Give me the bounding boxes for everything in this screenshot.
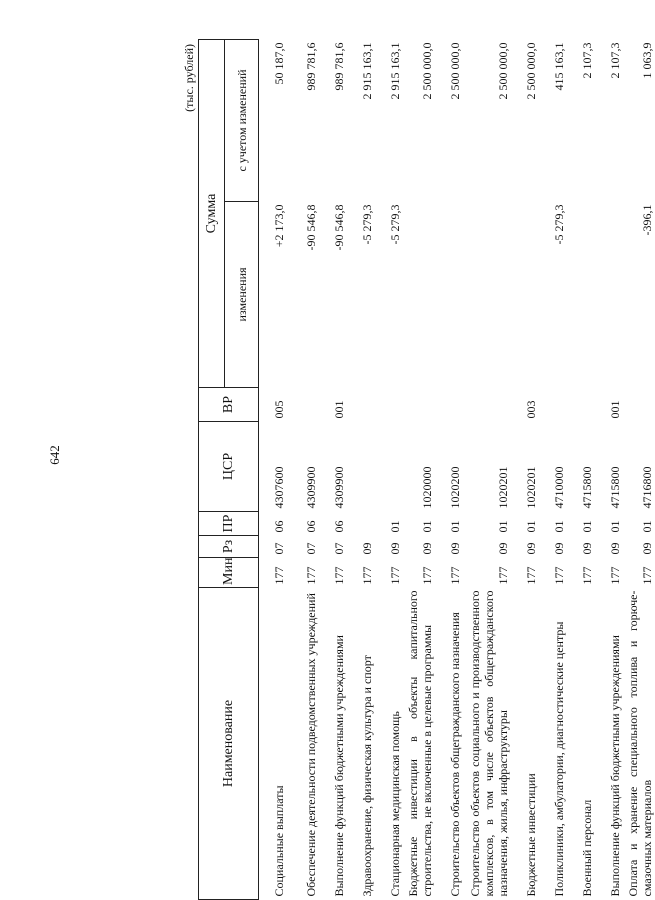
row-vr: 001 — [331, 400, 346, 419]
header-pr: ПР — [199, 512, 259, 536]
row-csr: 4716800 — [639, 466, 654, 509]
page-number: 642 — [47, 445, 62, 465]
row-change — [463, 202, 511, 388]
row-csr: 4710000 — [551, 466, 566, 509]
row-csr: 4715800 — [607, 466, 622, 509]
row-rz: 09 — [639, 542, 654, 555]
row-change: -5 279,3 — [359, 204, 374, 245]
row-total: 2 915 163,1 — [387, 42, 402, 100]
row-vr — [375, 388, 403, 422]
header-csr: ЦСР — [199, 422, 259, 512]
row-rz: 07 — [331, 542, 346, 555]
row-rz: 07 — [271, 542, 286, 555]
row-name: Выполнение функций бюджетными учреждениями — [331, 635, 346, 897]
row-name: Бюджетные инвестиции в объекты капитального строительства, не включенные в целевые программы — [405, 590, 434, 897]
units-label: (тыс. рублей) — [182, 44, 196, 112]
row-vr — [567, 388, 595, 422]
header-with-change: с учетом изменений — [225, 40, 259, 202]
row-name: Стационарная медицинская помощь — [387, 711, 402, 897]
header-vr: ВР — [199, 388, 259, 422]
table-row — [567, 40, 595, 900]
row-total: 2 500 000,0 — [447, 42, 462, 100]
row-vr: 003 — [523, 400, 538, 419]
row-change — [595, 202, 623, 388]
row-pr: 01 — [387, 520, 402, 533]
row-total: 415 163,1 — [551, 42, 566, 91]
row-pr: 01 — [523, 520, 538, 533]
row-name: Оплата и хранение специального топлива и горюче-смазочных материалов — [625, 590, 654, 897]
row-vr — [463, 388, 511, 422]
row-rz: 09 — [523, 542, 538, 555]
table-row — [539, 40, 567, 900]
row-name: Выполнение функций бюджетными учреждениями — [607, 635, 622, 897]
row-change: -90 546,8 — [303, 204, 318, 251]
row-total: 2 107,3 — [579, 42, 594, 79]
row-pr: 06 — [331, 520, 346, 533]
row-rz: 09 — [579, 542, 594, 555]
row-min: 177 — [271, 566, 286, 585]
row-name: Здравоохранение, физическая культура и спорт — [359, 655, 374, 897]
row-min: 177 — [303, 566, 318, 585]
row-csr: 4307600 — [271, 466, 286, 509]
row-vr — [435, 388, 463, 422]
row-csr — [375, 422, 403, 512]
row-vr — [287, 388, 319, 422]
table-row — [511, 40, 539, 900]
row-rz: 09 — [495, 542, 510, 555]
row-csr: 1020201 — [495, 466, 510, 509]
row-total: 989 781,6 — [331, 42, 346, 91]
row-vr — [347, 388, 375, 422]
rotated-page-content — [180, 40, 654, 900]
row-rz: 09 — [387, 542, 402, 555]
table-row — [403, 40, 435, 900]
header-name: Наименование — [199, 588, 259, 900]
row-vr: 005 — [271, 400, 286, 419]
row-name: Военный персонал — [579, 799, 594, 897]
row-vr: 001 — [607, 400, 622, 419]
row-csr — [347, 422, 375, 512]
table-row — [287, 40, 319, 900]
row-rz: 09 — [551, 542, 566, 555]
row-min: 177 — [495, 566, 510, 585]
row-rz: 09 — [419, 542, 434, 555]
row-total: 50 187,0 — [271, 42, 286, 85]
row-min: 177 — [639, 566, 654, 585]
row-pr: 01 — [495, 520, 510, 533]
row-pr: 06 — [303, 520, 318, 533]
row-pr: 01 — [551, 520, 566, 533]
row-change — [567, 202, 595, 388]
header-change: изменения — [225, 202, 259, 388]
row-rz: 09 — [447, 542, 462, 555]
row-name: Обеспечение деятельности подведомственных учреждений — [303, 593, 318, 897]
row-min: 177 — [607, 566, 622, 585]
row-csr: 4309900 — [331, 466, 346, 509]
row-rz: 09 — [359, 542, 374, 555]
row-change: +2 173,0 — [271, 204, 286, 248]
row-name: Поликлиники, амбулатории, диагностические центры — [551, 621, 566, 897]
row-change: -5 279,3 — [551, 204, 566, 245]
row-vr — [539, 388, 567, 422]
row-change: -90 546,8 — [331, 204, 346, 251]
row-vr — [623, 388, 655, 422]
row-pr: 01 — [447, 520, 462, 533]
row-change — [511, 202, 539, 388]
budget-table — [198, 39, 655, 900]
table-row — [463, 40, 511, 900]
row-pr: 01 — [607, 520, 622, 533]
row-total: 2 107,3 — [607, 42, 622, 79]
table-row — [375, 40, 403, 900]
row-csr: 4715800 — [579, 466, 594, 509]
table-row — [319, 40, 347, 900]
row-csr: 1020201 — [523, 466, 538, 509]
row-min: 177 — [331, 566, 346, 585]
row-min: 177 — [447, 566, 462, 585]
row-rz: 09 — [607, 542, 622, 555]
row-change: -5 279,3 — [387, 204, 402, 245]
table-row — [259, 40, 287, 900]
row-change — [403, 202, 435, 388]
row-name: Строительство объектов общегражданского назначения — [447, 612, 462, 897]
table-row — [435, 40, 463, 900]
row-total: 2 500 000,0 — [523, 42, 538, 100]
row-total: 1 063,9 — [639, 42, 654, 79]
row-pr — [347, 512, 375, 536]
row-name: Бюджетные инвестиции — [523, 773, 538, 897]
row-min: 177 — [523, 566, 538, 585]
row-min: 177 — [579, 566, 594, 585]
row-total: 2 500 000,0 — [419, 42, 434, 100]
row-min: 177 — [419, 566, 434, 585]
row-pr: 01 — [639, 520, 654, 533]
row-name: Строительство объектов социального и производственного комплексов, в том числе объектов общегражданского назначения, жилья, инфраструктуры — [467, 590, 510, 897]
row-total: 2 500 000,0 — [495, 42, 510, 100]
header-min: Мин — [199, 558, 259, 588]
row-total: 2 915 163,1 — [359, 42, 374, 100]
row-csr: 1020200 — [447, 466, 462, 509]
row-min: 177 — [359, 566, 374, 585]
row-vr — [403, 388, 435, 422]
row-change — [435, 202, 463, 388]
row-name: Социальные выплаты — [271, 785, 286, 897]
row-total: 989 781,6 — [303, 42, 318, 91]
row-pr: 01 — [579, 520, 594, 533]
row-min: 177 — [551, 566, 566, 585]
row-change: -396,1 — [639, 204, 654, 236]
header-rz: Рз — [199, 536, 259, 558]
row-min: 177 — [387, 566, 402, 585]
row-csr: 1020000 — [419, 466, 434, 509]
header-sum: Сумма — [199, 40, 225, 388]
row-pr: 01 — [419, 520, 434, 533]
row-pr: 06 — [271, 520, 286, 533]
table-row — [347, 40, 375, 900]
table-row — [623, 40, 655, 900]
row-csr: 4309900 — [303, 466, 318, 509]
table-row — [595, 40, 623, 900]
row-rz: 07 — [303, 542, 318, 555]
